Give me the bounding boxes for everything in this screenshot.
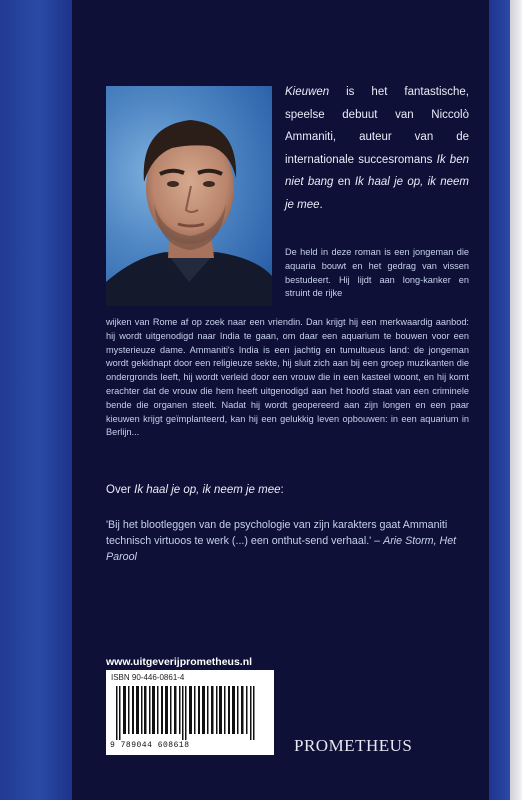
publisher-logo: PROMETHEUS (294, 736, 413, 755)
over-heading (106, 484, 469, 496)
over-prefix: Over (106, 484, 135, 496)
page-edge (510, 0, 522, 800)
barcode-icon (110, 686, 270, 740)
quote-attribution: Arie Storm, Het Parool (106, 535, 457, 563)
lead-title-a: Ik ben niet bang (285, 153, 469, 188)
right-blue-band (489, 0, 510, 800)
lead-text-b: en (333, 176, 355, 188)
publisher-url: www.uitgeverijprometheus.nl (106, 656, 253, 668)
lead-paragraph (285, 81, 469, 216)
isbn-label: ISBN 90-446-0861-4 (111, 673, 185, 682)
quote-text: 'Bij het blootleggen van de psychologie van zijn karakters gaat Ammaniti technisch virtuoos te werk (...) een onthut-send verhaal.' – (106, 519, 448, 547)
synopsis-part-2: wijken van Rome af op zoek naar een vriendin. Dan krijgt hij een merkwaardig aanbod: hij wordt uitgenodigd naar India te gaan, om daar een aquarium te bouwen voor een mysterieuze dame. Ammaniti's India is een jachtig en tumultueus land: de jongeman wordt gekidnapt door een religieuze sekte, hij sluit zich aan bij een groep muzikanten die ondergronds leeft, hij wordt verleid door een vrouw die in een kasteel woont, en hij komt erachter dat de vrouw die hem heeft uitgenodigd aan het hoofd staat van een criminele bende die organen steelt. Nadat hij wordt geopereerd aan zijn longen en een paar kieuwen krijgt geïmplanteerd, kan hij een gelukkig leven opbouwen: in een aquarium in Berlijn... (106, 317, 469, 438)
author-photo (106, 86, 272, 306)
isbn-barcode-box (106, 670, 274, 755)
over-suffix: : (280, 484, 284, 496)
review-quote (106, 517, 469, 565)
lead-text-a: is het fantastische, speelse debuut van Niccolò Ammaniti, auteur van de internationale succesromans (285, 86, 469, 166)
lead-title-kieuwen: Kieuwen (285, 86, 330, 98)
author-portrait-illustration (106, 86, 272, 306)
barcode-digits: 9 789044 608618 (110, 741, 190, 750)
synopsis-part-1: De held in deze roman is een jongeman die aquaria bouwt en het gedrag van vissen bestudeert. Hij lijdt aan long-kanker en struint de rijke (285, 247, 469, 299)
left-blue-band (0, 0, 72, 800)
lead-text-c: . (319, 198, 323, 211)
lead-title-b: Ik haal je op, ik neem je mee (285, 176, 469, 211)
over-title: Ik haal je op, ik neem je mee (134, 484, 281, 496)
